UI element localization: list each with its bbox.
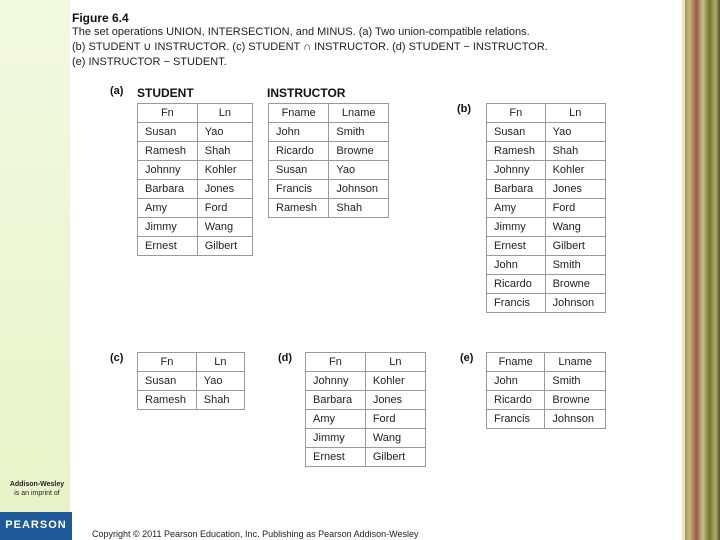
table-cell: Francis <box>487 410 545 429</box>
table-row <box>487 218 606 237</box>
table-row <box>487 180 606 199</box>
table-cell: Amy <box>138 199 198 218</box>
table-row <box>269 142 389 161</box>
table-cell: Kohler <box>197 161 252 180</box>
table-row <box>487 199 606 218</box>
addison-wesley-logo-line-1: Addison-Wesley <box>9 481 65 488</box>
table-cell: Smith <box>545 256 605 275</box>
table-row <box>487 142 606 161</box>
column-header: Lname <box>545 353 606 372</box>
table-row <box>138 180 253 199</box>
table-cell: Smith <box>545 372 606 391</box>
table-cell: Ernest <box>138 237 198 256</box>
table-cell: Ramesh <box>487 142 546 161</box>
table-row <box>138 199 253 218</box>
table-cell: Shah <box>197 142 252 161</box>
column-header: Fn <box>306 353 366 372</box>
table-cell: Yao <box>196 372 244 391</box>
table-cell: Gilbert <box>197 237 252 256</box>
left-decorative-band <box>0 0 70 540</box>
column-header: Fn <box>487 104 546 123</box>
table-cell: Johnny <box>306 372 366 391</box>
addison-wesley-logo-line-2: is an imprint of <box>14 490 60 497</box>
table-row <box>487 294 606 313</box>
table-cell: Francis <box>269 180 329 199</box>
table-cell: Ford <box>197 199 252 218</box>
student-table <box>137 103 253 256</box>
panel-label-c: (c) <box>110 352 124 364</box>
column-header: Fn <box>138 104 198 123</box>
figure-caption-line-2: (b) STUDENT ∪ INSTRUCTOR. (c) STUDENT ∩ INSTRUCTOR. (d) STUDENT − INSTRUCTOR. <box>72 41 548 53</box>
table-cell: Wang <box>365 429 425 448</box>
table-cell: Ramesh <box>138 142 198 161</box>
table-row <box>138 372 245 391</box>
table-cell: Johnson <box>545 410 606 429</box>
table-cell: Yao <box>197 123 252 142</box>
table-cell: Shah <box>196 391 244 410</box>
table-cell: Susan <box>487 123 546 142</box>
table-row <box>138 237 253 256</box>
table-cell: Ford <box>545 199 605 218</box>
table-cell: Browne <box>329 142 389 161</box>
table-cell: Yao <box>329 161 389 180</box>
table-cell: John <box>269 123 329 142</box>
column-header: Ln <box>196 353 244 372</box>
table-row <box>487 275 606 294</box>
table-row <box>138 391 245 410</box>
table-header-row <box>138 104 253 123</box>
table-row <box>138 142 253 161</box>
figure-caption-line-1: The set operations UNION, INTERSECTION, and MINUS. (a) Two union-compatible relations. <box>72 26 530 38</box>
table-cell: Amy <box>306 410 366 429</box>
pearson-logo: PEARSON <box>0 512 72 540</box>
panel-label-b: (b) <box>457 103 472 115</box>
column-header: Fname <box>269 104 329 123</box>
table-cell: Ricardo <box>487 391 545 410</box>
figure-caption-line-3: (e) INSTRUCTOR − STUDENT. <box>72 56 227 68</box>
table-header-row <box>306 353 426 372</box>
table-row <box>138 218 253 237</box>
panel-label-a: (a) <box>110 85 124 97</box>
table-cell: Jimmy <box>306 429 366 448</box>
table-header-row <box>138 353 245 372</box>
table-cell: Jones <box>545 180 605 199</box>
table-row <box>487 161 606 180</box>
instructor-table <box>268 103 389 218</box>
table-cell: Shah <box>329 199 389 218</box>
table-row <box>487 237 606 256</box>
student-minus-instructor-table <box>305 352 426 467</box>
table-row <box>138 161 253 180</box>
column-header: Fname <box>487 353 545 372</box>
instructor-minus-student-table <box>486 352 606 429</box>
column-header: Ln <box>197 104 252 123</box>
table-cell: Smith <box>329 123 389 142</box>
table-cell: Browne <box>545 275 605 294</box>
table-header-row <box>487 353 606 372</box>
table-cell: Ricardo <box>269 142 329 161</box>
table-cell: Jones <box>197 180 252 199</box>
table-cell: Johnny <box>138 161 198 180</box>
column-header: Fn <box>138 353 197 372</box>
table-cell: Susan <box>138 372 197 391</box>
table-cell: Gilbert <box>365 448 425 467</box>
table-cell: Barbara <box>138 180 198 199</box>
table-row <box>306 410 426 429</box>
right-decorative-band <box>682 0 720 540</box>
table-cell: Jones <box>365 391 425 410</box>
table-cell: Johnny <box>487 161 546 180</box>
table-cell: Ramesh <box>138 391 197 410</box>
table-header-row <box>269 104 389 123</box>
column-header: Lname <box>329 104 389 123</box>
column-header: Ln <box>545 104 605 123</box>
table-row <box>306 391 426 410</box>
table-row <box>306 429 426 448</box>
table-cell: Browne <box>545 391 606 410</box>
copyright-footer: Copyright © 2011 Pearson Education, Inc. Publishing as Pearson Addison-Wesley <box>92 529 419 539</box>
addison-wesley-logo <box>4 480 70 498</box>
table-cell: Kohler <box>365 372 425 391</box>
intersection-table <box>137 352 245 410</box>
figure-title: Figure 6.4 <box>72 11 129 25</box>
column-header: Ln <box>365 353 425 372</box>
table-row <box>269 161 389 180</box>
panel-label-e: (e) <box>460 352 474 364</box>
table-cell: John <box>487 256 546 275</box>
table-cell: Susan <box>138 123 198 142</box>
table-cell: Wang <box>545 218 605 237</box>
table-row <box>138 123 253 142</box>
table-cell: Johnson <box>329 180 389 199</box>
table-cell: Francis <box>487 294 546 313</box>
table-cell: Barbara <box>487 180 546 199</box>
table-row <box>487 256 606 275</box>
table-row <box>269 180 389 199</box>
union-table <box>486 103 606 313</box>
table-row <box>306 448 426 467</box>
table-cell: Amy <box>487 199 546 218</box>
table-cell: Ricardo <box>487 275 546 294</box>
table-cell: Shah <box>545 142 605 161</box>
student-relation-name: STUDENT <box>137 86 194 100</box>
table-row <box>269 199 389 218</box>
table-cell: Johnson <box>545 294 605 313</box>
table-cell: Barbara <box>306 391 366 410</box>
table-cell: Ramesh <box>269 199 329 218</box>
table-cell: Jimmy <box>487 218 546 237</box>
table-row <box>269 123 389 142</box>
table-row <box>487 391 606 410</box>
table-header-row <box>487 104 606 123</box>
table-cell: Kohler <box>545 161 605 180</box>
table-cell: Jimmy <box>138 218 198 237</box>
table-cell: John <box>487 372 545 391</box>
table-cell: Wang <box>197 218 252 237</box>
table-cell: Ernest <box>306 448 366 467</box>
table-cell: Gilbert <box>545 237 605 256</box>
instructor-relation-name: INSTRUCTOR <box>267 86 346 100</box>
table-row <box>487 410 606 429</box>
table-row <box>487 123 606 142</box>
table-cell: Ford <box>365 410 425 429</box>
table-row <box>487 372 606 391</box>
table-cell: Yao <box>545 123 605 142</box>
table-cell: Susan <box>269 161 329 180</box>
panel-label-d: (d) <box>278 352 293 364</box>
table-cell: Ernest <box>487 237 546 256</box>
table-row <box>306 372 426 391</box>
